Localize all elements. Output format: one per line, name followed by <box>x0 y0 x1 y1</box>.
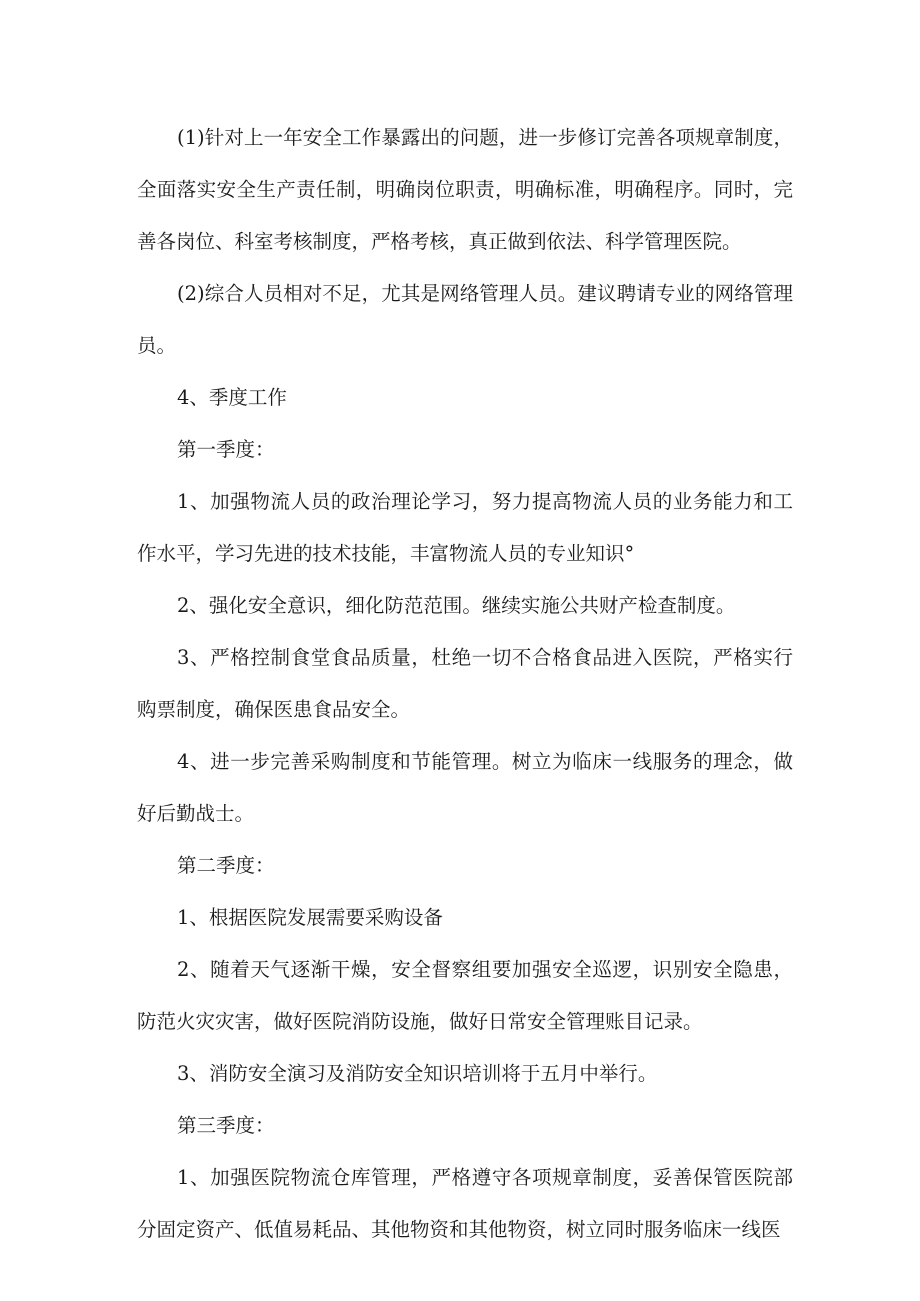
document-body <box>137 112 793 1256</box>
q2-item-2: 2、随着天气逐渐干燥，安全督察组要加强安全巡逻，识别安全隐患，防范火灾灾害，做好医院消防设施，做好日常安全管理账目记录。 <box>137 958 793 1033</box>
q1-item-3: 3、严格控制食堂食品质量，杜绝一切不合格食品进入医院，严格实行购票制度，确保医患食品安全。 <box>137 646 793 721</box>
q2-item-3: 3、消防安全演习及消防安全知识培训将于五月中举行。 <box>177 1062 658 1085</box>
q2-item-1: 1、根据医院发展需要采购设备 <box>177 906 443 929</box>
paragraph-staffing: (2)综合人员相对不足，尤其是网络管理人员。建议聘请专业的网络管理员。 <box>137 282 793 357</box>
q1-item-1: 1、加强物流人员的政治理论学习，努力提高物流人员的业务能力和工作水平，学习先进的技术技能，丰富物流人员的专业知识° <box>137 490 793 565</box>
heading-second-quarter: 第二季度： <box>177 854 275 877</box>
q1-item-2: 2、强化安全意识，细化防范范围。继续实施公共财产检查制度。 <box>177 594 736 617</box>
heading-first-quarter: 第一季度： <box>177 438 275 461</box>
section-heading-quarterly-work: 4、季度工作 <box>177 386 287 409</box>
heading-third-quarter: 第三季度： <box>177 1114 275 1137</box>
paragraph-rules-revision: (1)针对上一年安全工作暴露出的问题，进一步修订完善各项规章制度，全面落实安全生产责任制，明确岗位职责，明确标准，明确程序。同时，完善各岗位、科室考核制度，严格考核，真正做到依法、科学管理医院。 <box>137 126 793 253</box>
q1-item-4: 4、进一步完善采购制度和节能管理。树立为临床一线服务的理念，做好后勤战士。 <box>137 750 793 825</box>
q3-item-1: 1、加强医院物流仓库管理，严格遵守各项规章制度，妥善保管医院部分固定资产、低值易耗品、其他物资和其他物资，树立同时服务临床一线医 <box>137 1166 793 1241</box>
